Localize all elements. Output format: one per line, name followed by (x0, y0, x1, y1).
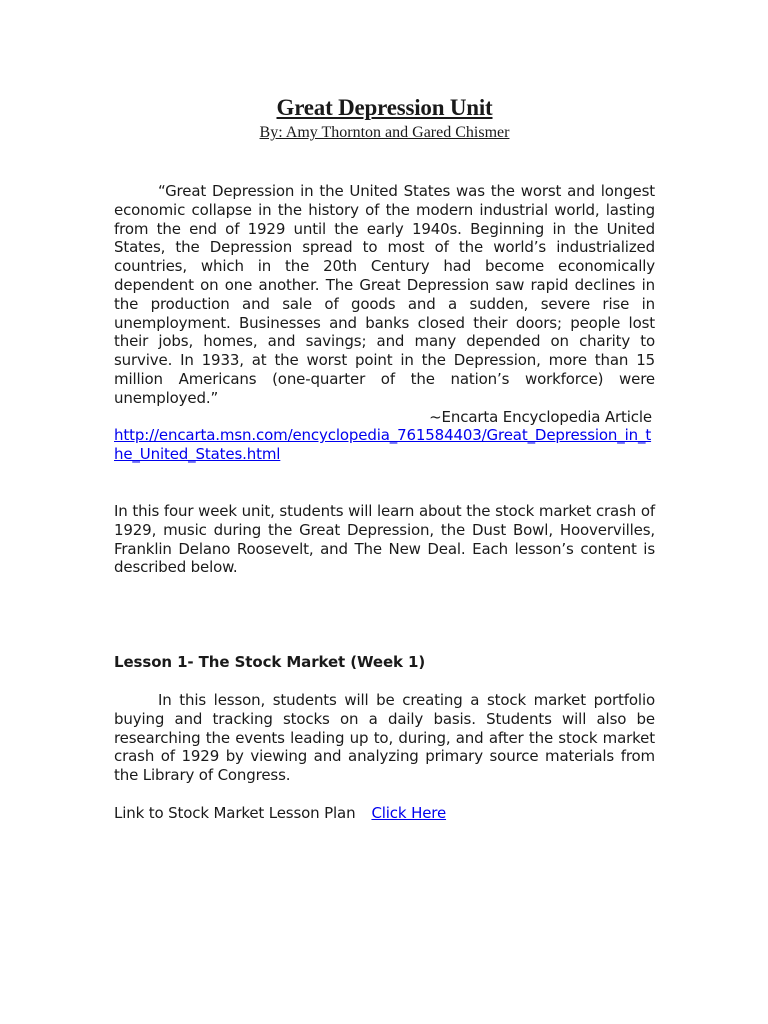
document-byline: By: Amy Thornton and Gared Chismer (259, 124, 510, 141)
intro-paragraph: In this four week unit, students will learn about the stock market crash of 1929, music during the Great Depression, the Dust Bowl, Hoovervilles, Franklin Delano Roosevelt, and The New Deal. Each lesson’s content is described below. (114, 501, 655, 577)
document-title: Great Depression Unit (276, 95, 493, 120)
lesson1-link-prefix: Link to Stock Market Lesson Plan (114, 803, 356, 822)
quote-attribution: ~Encarta Encyclopedia Article (429, 407, 652, 426)
source-url-link[interactable]: http://encarta.msn.com/encyclopedia_761584403/Great_Depression_in_the_United_States.html (114, 426, 652, 464)
quote-paragraph: “Great Depression in the United States was the worst and longest economic collapse in the history of the modern industrial world, lasting from the end of 1929 until the early 1940s. Beginning in the United States, the Depression spread to most of the world’s industrialized countries, which in the 20th Century had become economically dependent on one another. The Great Depression saw rapid declines in the production and sale of goods and a sudden, severe rise in unemployment. Businesses and banks closed their doors; people lost their jobs, homes, and savings; and many depended on charity to survive. In 1933, at the worst point in the Depression, more than 15 million Americans (one-quarter of the nation’s workforce) were unemployed.” (114, 182, 655, 407)
source-url-paragraph (114, 426, 655, 464)
lesson1-heading: Lesson 1- The Stock Market (Week 1) (114, 653, 426, 672)
lesson1-link-line (114, 804, 655, 823)
lesson1-click-here-link[interactable]: Click Here (371, 803, 447, 822)
document-page (114, 94, 655, 823)
lesson1-body: In this lesson, students will be creating a stock market portfolio buying and tracking stocks on a daily basis. Students will also be researching the events leading up to, during, and after the stock market crash of 1929 by viewing and analyzing primary source materials from the Library of Congress. (114, 690, 655, 785)
